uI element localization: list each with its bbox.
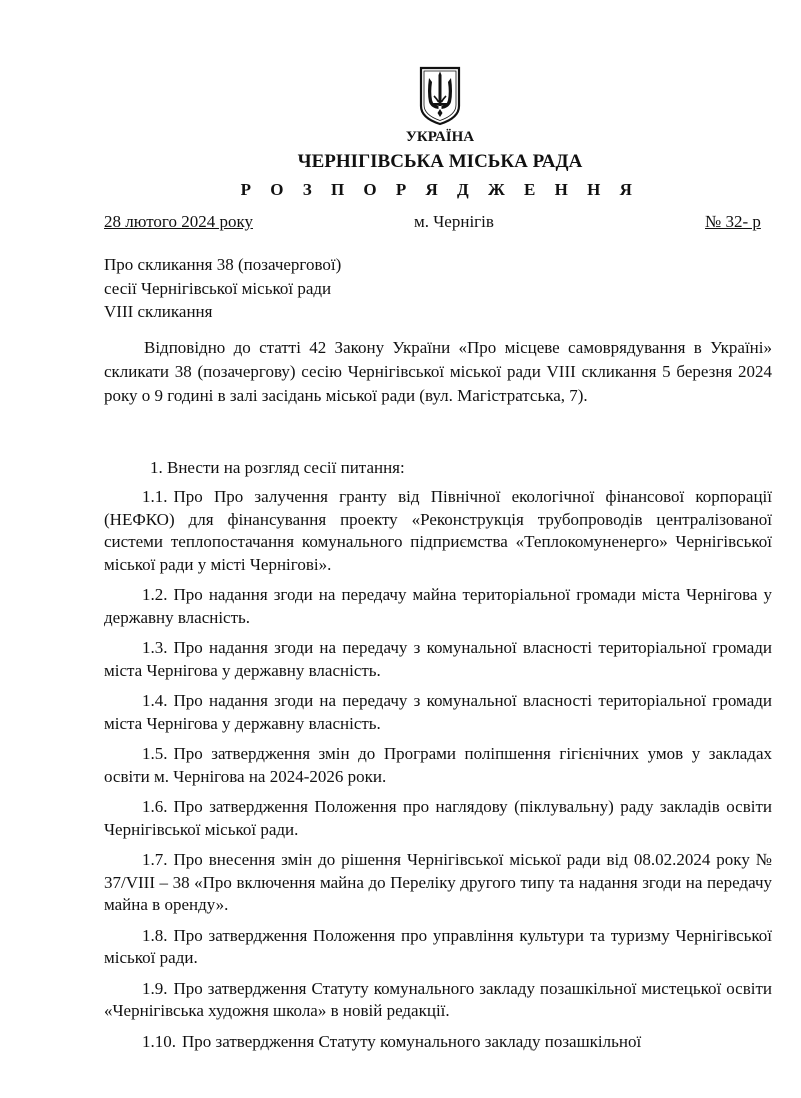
agenda-item <box>104 637 772 682</box>
header-council: ЧЕРНІГІВСЬКА МІСЬКА РАДА <box>297 151 583 172</box>
agenda-item-number: 1.1. <box>142 487 168 506</box>
agenda-item <box>104 690 772 735</box>
agenda-item-text: Про затвердження Положення про наглядову (піклувальну) раду закладів освіти Чернігівської міської ради. <box>104 797 772 839</box>
agenda-item <box>104 796 772 841</box>
agenda-item-text: Про внесення змін до рішення Чернігівської міської ради від 08.02.2024 року № 37/VIII – 38 «Про включення майна до Переліку другого типу та надання згоди на передачу майна в оренду». <box>104 850 772 914</box>
document-date: 28 лютого 2024 року <box>104 212 253 231</box>
agenda-item <box>104 584 772 629</box>
agenda-item-number: 1.7. <box>142 850 168 869</box>
document-city: м. Чернігів <box>414 212 494 231</box>
agenda-item-number: 1.6. <box>142 797 168 816</box>
trident-coat-of-arms-icon <box>418 66 462 126</box>
subject-line: сесії Чернігівської міської ради <box>104 278 332 298</box>
agenda-item <box>104 978 772 1023</box>
agenda-item-text: Про затвердження Положення про управління культури та туризму Чернігівської міської ради. <box>104 925 772 967</box>
agenda-item-text: Про надання згоди на передачу з комунальної власності територіальної громади міста Чернігова у державну власність. <box>104 638 772 680</box>
agenda-item-number: 1.2. <box>142 585 168 604</box>
header-document-type: Р О З П О Р Я Д Ж Е Н Н Я <box>240 180 640 199</box>
agenda-item-number: 1.8. <box>142 925 168 945</box>
agenda-item-text: Про затвердження змін до Програми поліпшення гігієнічних умов у закладах освіти м. Чернігова на 2024-2026 роки. <box>104 744 772 786</box>
agenda-item-number: 1.3. <box>142 638 168 657</box>
agenda-item-number: 1.4. <box>142 691 168 710</box>
subject-line: VIII скликання <box>104 302 213 321</box>
agenda-item <box>104 486 772 576</box>
agenda-item <box>104 925 772 970</box>
document-subject <box>104 253 341 324</box>
agenda-item-text: Про Про залучення гранту від Північної екологічної фінансової корпорації (НЕФКО) для фінансування проекту «Реконструкція трубопроводів централізованої системи теплопостачання комунального підприємства «Теплокомуненерго» Чернігівської міської ради у місті Чернігові». <box>104 487 772 574</box>
header-country: УКРАЇНА <box>405 129 475 145</box>
agenda-item-text: Про затвердження Статуту комунального закладу позашкільної мистецької освіти «Чернігівська художня школа» в новій редакції. <box>104 978 772 1020</box>
agenda-item-text: Про надання згоди на передачу з комунальної власності територіальної громади міста Чернігова у державну власність. <box>104 691 772 733</box>
preamble-paragraph: Відповідно до статті 42 Закону України «Про місцеве самоврядування в Україні» скликати 38 (позачергову) сесію Чернігівської міської ради VIII скликання 5 березня 2024 року о 9 годині в залі засідань міської ради (вул. Магістратська, 7). <box>104 338 772 405</box>
agenda-item <box>104 743 772 788</box>
agenda-heading: 1. Внести на розгляд сесії питання: <box>150 458 405 477</box>
agenda-item <box>104 1031 772 1054</box>
agenda-item <box>104 849 772 917</box>
agenda-item-text: Про затвердження Статуту комунального закладу позашкільної <box>182 1031 642 1051</box>
agenda-list <box>104 486 772 1061</box>
agenda-item-number: 1.5. <box>142 744 168 763</box>
agenda-item-number: 1.10. <box>142 1031 176 1051</box>
subject-line: Про скликання 38 (позачергової) <box>104 255 342 274</box>
agenda-item-text: Про надання згоди на передачу майна територіальної громади міста Чернігова у державну власність. <box>104 585 772 627</box>
agenda-item-number: 1.9. <box>142 978 168 998</box>
document-number: № 32- р <box>705 212 761 231</box>
